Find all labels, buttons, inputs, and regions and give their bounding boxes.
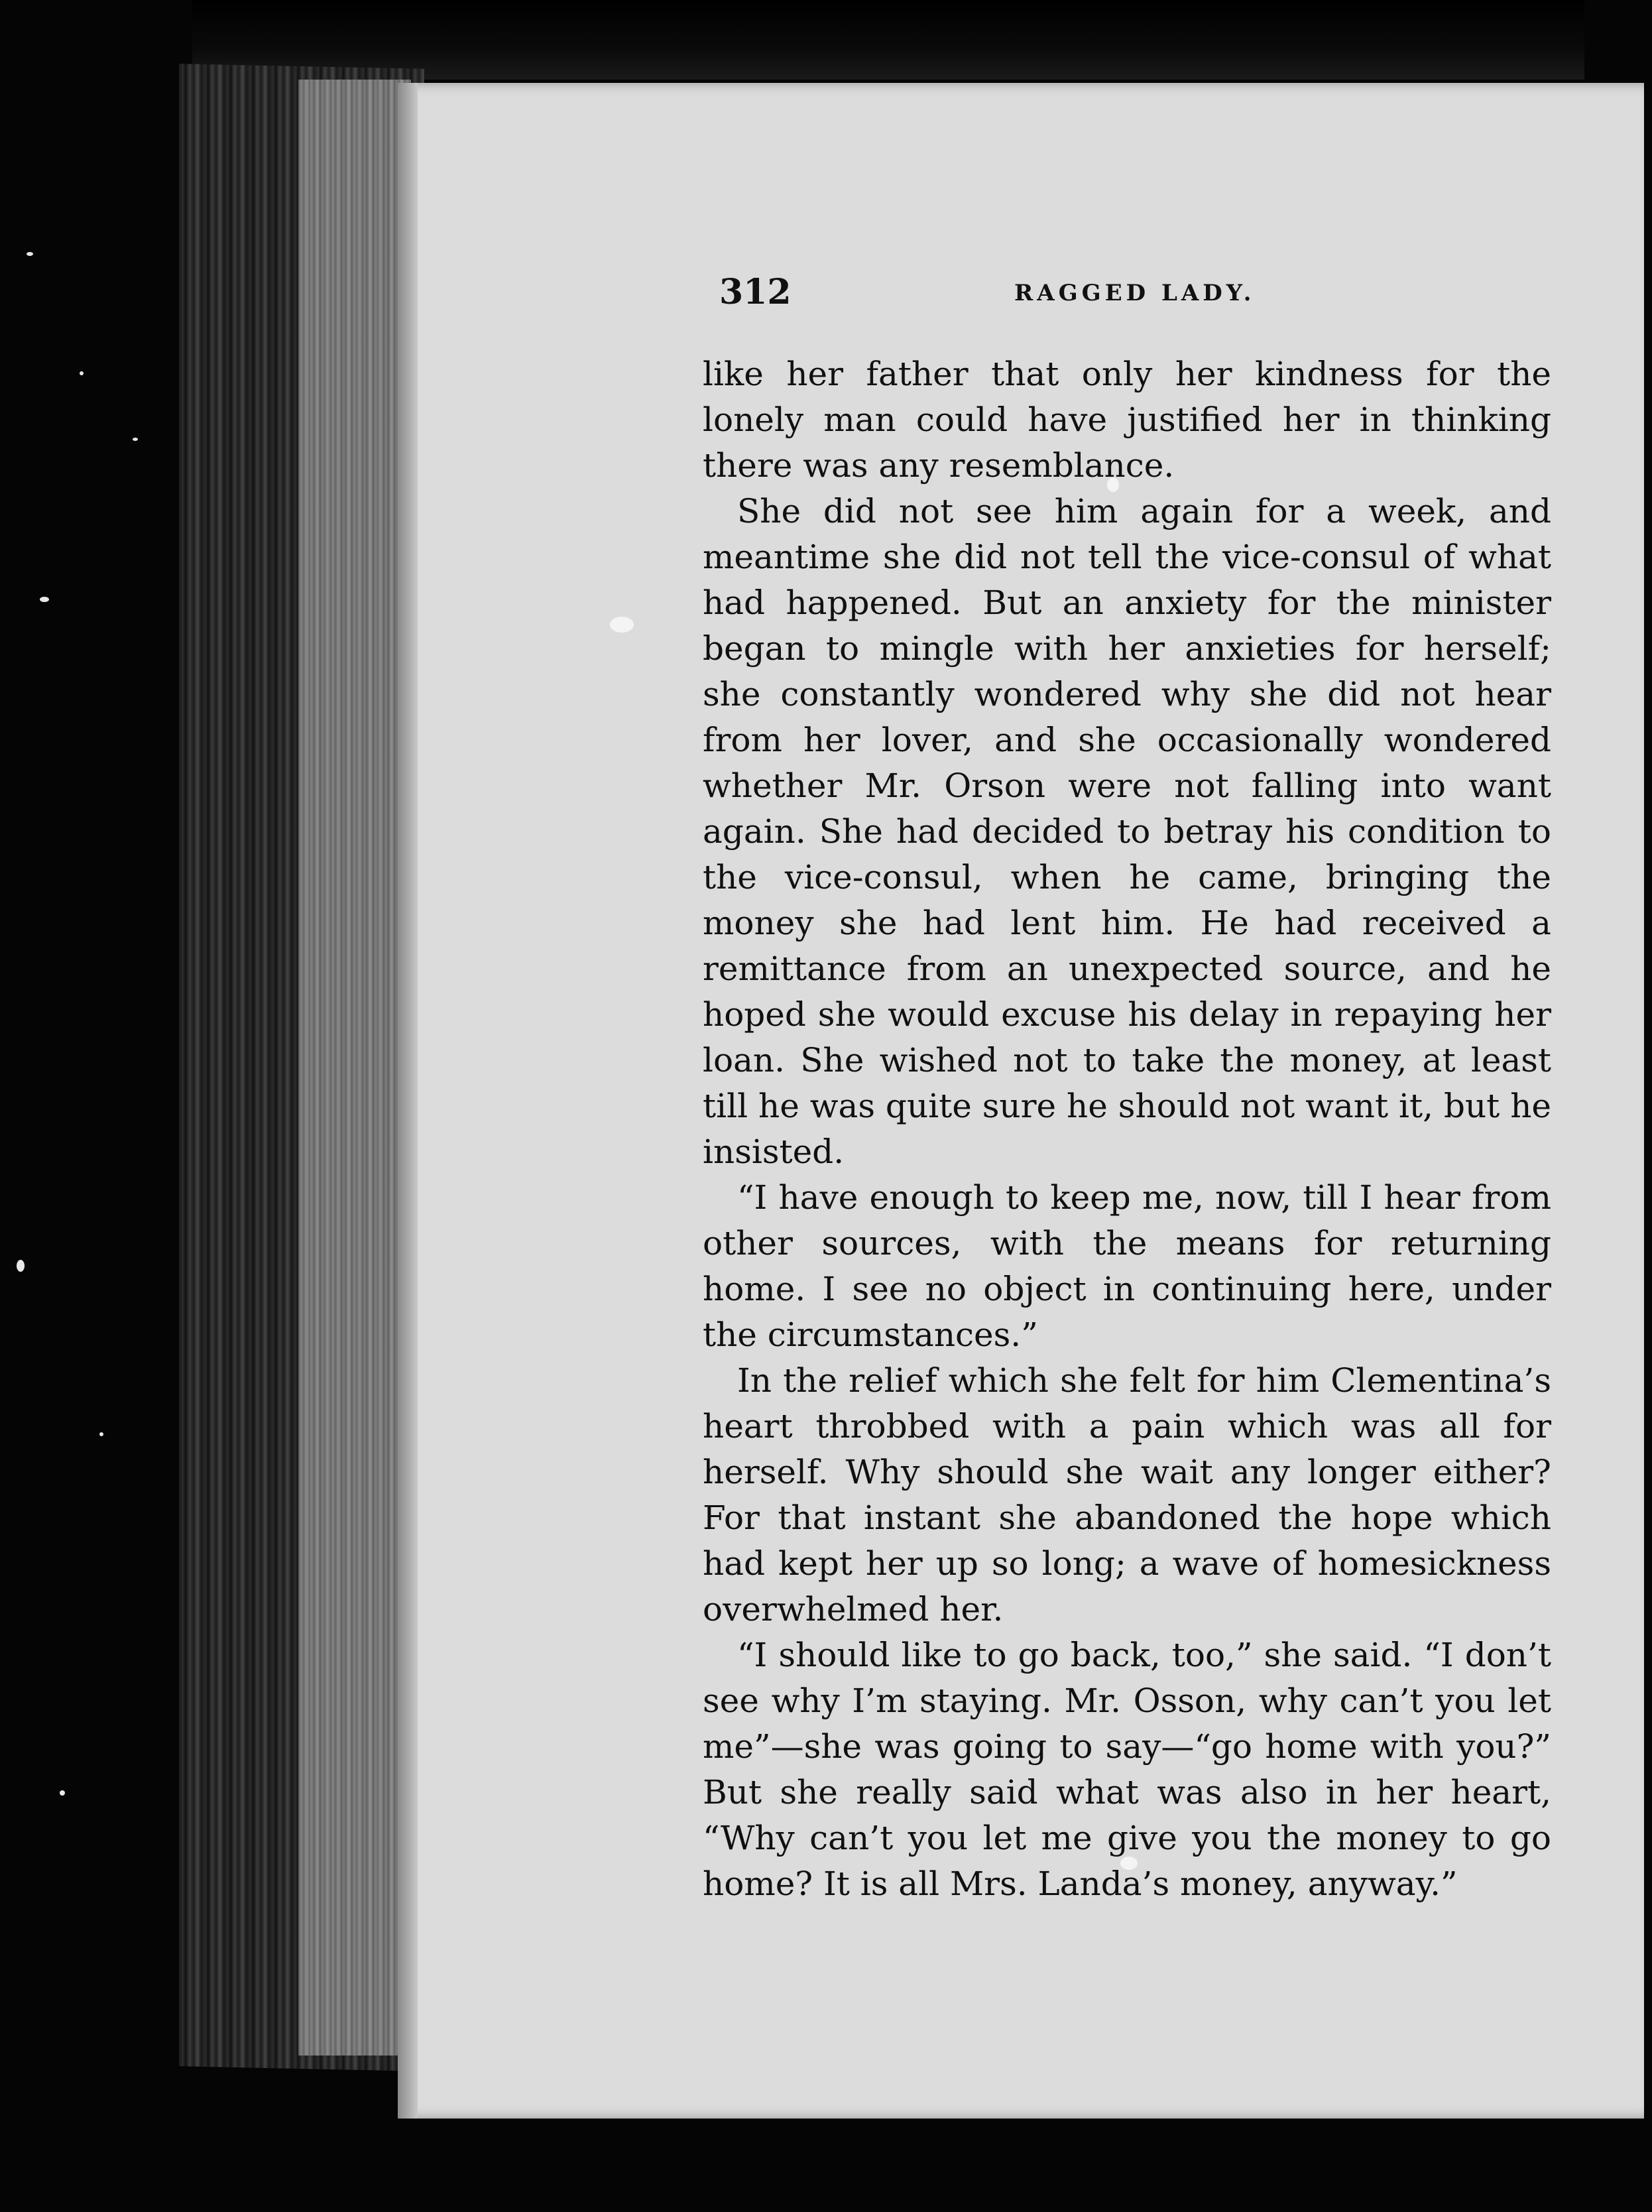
running-head — [719, 272, 1541, 318]
dust-speck — [60, 1790, 65, 1796]
paragraph: She did not see him again for a week, and meantime she did not tell the vice-consul of what had happened. But an anxiety for the minister began to mingle with her anxieties for herself; she constantly wondered why she did not hear from her lover, and she occasionally wondered whether Mr. Orson were not falling into want again. She had decided to betray his condition to the vice-consul, when he came, bringing the money she had lent him. He had received a remittance from an unexpected source, and he hoped she would excuse his delay in repaying her loan. She wished not to take the money, at least till he was quite sure he should not want it, but he insisted. — [703, 492, 1551, 1171]
body-text — [703, 351, 1551, 1907]
paragraph: like her father that only her kindness for the lonely man could have justified her in thinking there was any resemblance. — [703, 355, 1551, 485]
page-edges-highlight — [298, 80, 411, 2056]
dust-speck — [610, 617, 634, 633]
running-title: RAGGED LADY. — [1014, 280, 1256, 306]
paragraph: In the relief which she felt for him Clementina’s heart throbbed with a pain which was all for herself. Why should she wait any longer either? For that instant she abandoned the hope which had kept her up so long; a wave of homesickness overwhelmed her. — [703, 1361, 1551, 1628]
dust-speck — [133, 438, 138, 441]
page-gutter-shadow — [398, 83, 418, 2119]
book-top-edge — [192, 0, 1584, 80]
dust-speck — [40, 597, 49, 602]
dust-speck — [27, 252, 33, 256]
dust-speck — [80, 371, 84, 375]
paragraph: “I have enough to keep me, now, till I hear from other sources, with the means for returning home. I see no object in continuing here, under the circumstances.” — [703, 1178, 1551, 1354]
paragraph: “I should like to go back, too,” she said. “I don’t see why I’m staying. Mr. Osson, why can’t you let me”—she was going to say—“go home with you?” But she really said what was also in her heart, “Why can’t you let me give you the money to go home? It is all Mrs. Landa’s money, anyway.” — [703, 1636, 1551, 1903]
dust-speck — [17, 1260, 25, 1272]
page-number: 312 — [719, 272, 792, 312]
dust-speck — [99, 1432, 103, 1436]
